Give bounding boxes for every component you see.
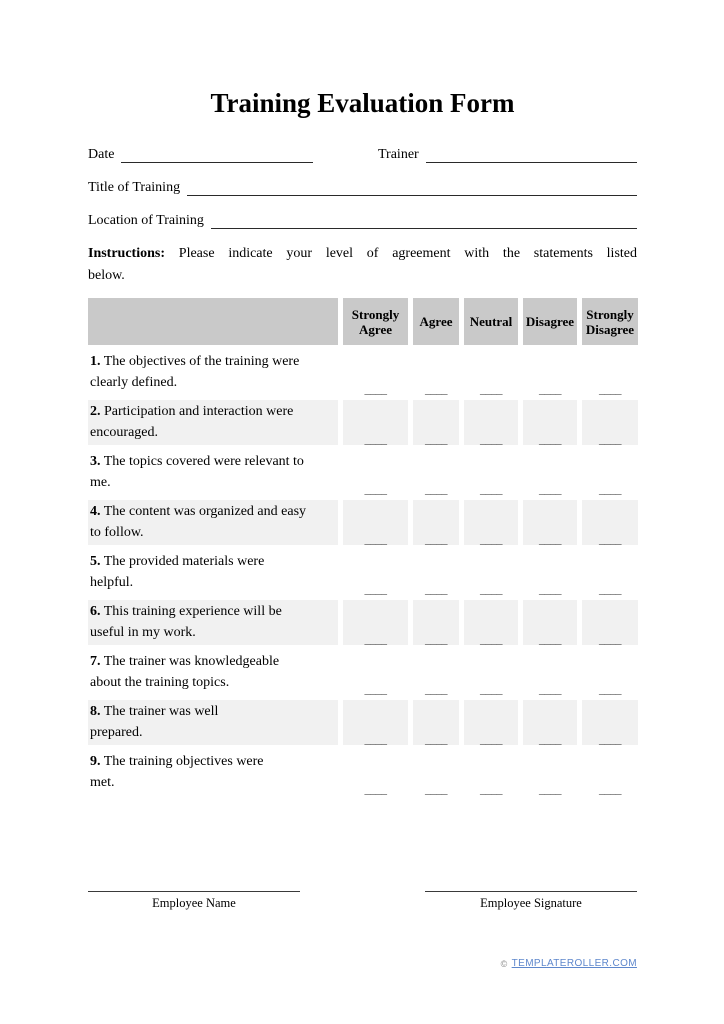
rating-cell[interactable] bbox=[464, 700, 518, 745]
rating-cell[interactable] bbox=[413, 500, 459, 545]
rating-cell[interactable] bbox=[343, 550, 408, 595]
statement-cell bbox=[88, 400, 338, 445]
answer-blank: ____ bbox=[425, 532, 447, 546]
rating-cell[interactable] bbox=[413, 600, 459, 645]
date-field bbox=[88, 143, 313, 163]
location-field bbox=[88, 209, 637, 229]
copyright-icon: © bbox=[500, 958, 508, 969]
answer-blank: ____ bbox=[539, 432, 561, 446]
statement-line2: encouraged. bbox=[90, 425, 159, 440]
rating-cell[interactable] bbox=[523, 550, 577, 595]
answer-blank: ____ bbox=[539, 732, 561, 746]
statement-line1: Participation and interaction were bbox=[104, 404, 294, 419]
answer-blank: ____ bbox=[364, 432, 387, 446]
trainer-label: Trainer bbox=[378, 147, 419, 162]
answer-blank: ____ bbox=[599, 382, 621, 396]
statement-line1: The trainer was well bbox=[103, 704, 219, 719]
statement-line1: The topics covered were relevant to bbox=[103, 454, 304, 469]
rating-cell[interactable] bbox=[582, 400, 638, 445]
answer-blank: ____ bbox=[425, 732, 447, 746]
rating-cell[interactable] bbox=[523, 400, 577, 445]
rating-cell[interactable] bbox=[582, 650, 638, 695]
date-label: Date bbox=[88, 147, 115, 162]
statement-cell bbox=[88, 450, 338, 495]
instructions-text: Please indicate your level of agreement with the statements listed bbox=[178, 246, 637, 261]
rating-cell[interactable] bbox=[343, 600, 408, 645]
rating-cell[interactable] bbox=[464, 350, 518, 395]
answer-blank: ____ bbox=[599, 432, 621, 446]
statement-line2: me. bbox=[90, 475, 111, 490]
employee-name-block bbox=[88, 891, 300, 911]
answer-blank: ____ bbox=[425, 382, 447, 396]
answer-blank: ____ bbox=[480, 732, 502, 746]
statement-cell bbox=[88, 600, 338, 645]
answer-blank: ____ bbox=[480, 582, 502, 596]
rating-cell[interactable] bbox=[582, 500, 638, 545]
rating-cell[interactable] bbox=[523, 600, 577, 645]
rating-cell[interactable] bbox=[413, 450, 459, 495]
signature-spacer bbox=[300, 891, 425, 911]
rating-cell[interactable] bbox=[413, 550, 459, 595]
statement-number: 8. bbox=[90, 704, 101, 719]
answer-blank: ____ bbox=[539, 582, 561, 596]
answer-blank: ____ bbox=[539, 532, 561, 546]
answer-blank: ____ bbox=[599, 682, 621, 696]
answer-blank: ____ bbox=[539, 482, 561, 496]
rating-cell[interactable] bbox=[464, 500, 518, 545]
rating-cell[interactable] bbox=[464, 550, 518, 595]
statement-cell bbox=[88, 650, 338, 695]
answer-blank: ____ bbox=[425, 582, 447, 596]
answer-blank: ____ bbox=[364, 732, 387, 746]
rating-cell[interactable] bbox=[413, 700, 459, 745]
rating-cell[interactable] bbox=[413, 750, 459, 795]
rating-cell[interactable] bbox=[523, 750, 577, 795]
training-title-blank-line[interactable] bbox=[187, 175, 637, 196]
answer-blank: ____ bbox=[425, 432, 447, 446]
statement-cell bbox=[88, 550, 338, 595]
column-header-agree: Agree bbox=[413, 298, 459, 345]
statement-number: 1. bbox=[90, 354, 101, 369]
employee-signature-block bbox=[425, 891, 637, 911]
employee-name-label: Employee Name bbox=[152, 896, 236, 910]
answer-blank: ____ bbox=[364, 382, 387, 396]
statement-line2: to follow. bbox=[90, 525, 144, 540]
answer-blank: ____ bbox=[364, 582, 387, 596]
statement-number: 7. bbox=[90, 654, 101, 669]
answer-blank: ____ bbox=[364, 482, 387, 496]
location-label: Location of Training bbox=[88, 213, 204, 228]
answer-blank: ____ bbox=[364, 632, 387, 646]
rating-cell[interactable] bbox=[343, 500, 408, 545]
statement-line1: The training objectives were bbox=[103, 754, 264, 769]
rating-cell[interactable] bbox=[464, 650, 518, 695]
field-gap bbox=[313, 143, 378, 163]
statement-cell bbox=[88, 350, 338, 395]
answer-blank: ____ bbox=[480, 532, 502, 546]
rating-cell[interactable] bbox=[343, 450, 408, 495]
templateroller-link[interactable]: TEMPLATEROLLER.COM bbox=[511, 958, 637, 969]
rating-table bbox=[88, 298, 637, 795]
employee-signature-label: Employee Signature bbox=[480, 896, 582, 910]
rating-cell[interactable] bbox=[582, 450, 638, 495]
signature-section bbox=[88, 891, 637, 911]
statement-line2: useful in my work. bbox=[90, 625, 196, 640]
answer-blank: ____ bbox=[599, 482, 621, 496]
statement-line2: met. bbox=[90, 775, 115, 790]
rating-cell[interactable] bbox=[413, 350, 459, 395]
instructions-line2: below. bbox=[88, 267, 125, 283]
rating-cell[interactable] bbox=[464, 400, 518, 445]
rating-cell[interactable] bbox=[464, 600, 518, 645]
statement-line2: helpful. bbox=[90, 575, 134, 590]
answer-blank: ____ bbox=[539, 382, 561, 396]
rating-cell[interactable] bbox=[523, 350, 577, 395]
statement-line1: The objectives of the training were bbox=[103, 354, 300, 369]
answer-blank: ____ bbox=[599, 582, 621, 596]
statement-number: 6. bbox=[90, 604, 101, 619]
rating-cell[interactable] bbox=[523, 650, 577, 695]
rating-cell[interactable] bbox=[523, 700, 577, 745]
answer-blank: ____ bbox=[599, 632, 621, 646]
date-trainer-row bbox=[88, 143, 637, 163]
statement-line2: prepared. bbox=[90, 725, 143, 740]
rating-cell[interactable] bbox=[343, 350, 408, 395]
column-header-disagree: Disagree bbox=[523, 298, 577, 345]
answer-blank: ____ bbox=[425, 632, 447, 646]
rating-cell[interactable] bbox=[523, 500, 577, 545]
statement-line2: clearly defined. bbox=[90, 375, 178, 390]
rating-cell[interactable] bbox=[582, 600, 638, 645]
answer-blank: ____ bbox=[539, 682, 561, 696]
statement-line1: The content was organized and easy bbox=[103, 504, 307, 519]
answer-blank: ____ bbox=[539, 632, 561, 646]
trainer-field bbox=[378, 143, 637, 163]
rating-cell[interactable] bbox=[582, 550, 638, 595]
rating-cell[interactable] bbox=[582, 750, 638, 795]
trainer-blank-line[interactable] bbox=[426, 142, 637, 163]
statement-line1: This training experience will be bbox=[103, 604, 282, 619]
rating-cell[interactable] bbox=[582, 350, 638, 395]
answer-blank: ____ bbox=[364, 782, 387, 796]
rating-cell[interactable] bbox=[464, 450, 518, 495]
column-header-strongly-agree: Strongly Agree bbox=[343, 298, 408, 345]
statement-line2: about the training topics. bbox=[90, 675, 230, 690]
instructions-label: Instructions: bbox=[88, 246, 166, 261]
statement-cell bbox=[88, 750, 338, 795]
employee-name-line[interactable] bbox=[88, 891, 300, 892]
statement-number: 4. bbox=[90, 504, 101, 519]
rating-cell[interactable] bbox=[523, 450, 577, 495]
location-blank-line[interactable] bbox=[211, 208, 637, 229]
header-empty-cell bbox=[88, 298, 338, 345]
statement-line1: The trainer was knowledgeable bbox=[103, 654, 280, 669]
statement-number: 2. bbox=[90, 404, 101, 419]
statement-number: 5. bbox=[90, 554, 101, 569]
training-title-field bbox=[88, 176, 637, 196]
rating-cell[interactable] bbox=[343, 650, 408, 695]
answer-blank: ____ bbox=[599, 732, 621, 746]
instructions-paragraph bbox=[88, 243, 637, 286]
answer-blank: ____ bbox=[539, 782, 561, 796]
rating-cell[interactable] bbox=[343, 400, 408, 445]
answer-blank: ____ bbox=[425, 682, 447, 696]
answer-blank: ____ bbox=[599, 782, 621, 796]
rating-cell[interactable] bbox=[343, 700, 408, 745]
answer-blank: ____ bbox=[480, 682, 502, 696]
training-title-label: Title of Training bbox=[88, 180, 181, 195]
statement-cell bbox=[88, 500, 338, 545]
rating-cell[interactable] bbox=[413, 400, 459, 445]
footer bbox=[501, 958, 637, 969]
statement-line1: The provided materials were bbox=[103, 554, 265, 569]
statement-cell bbox=[88, 700, 338, 745]
answer-blank: ____ bbox=[425, 782, 447, 796]
answer-blank: ____ bbox=[425, 482, 447, 496]
rating-cell[interactable] bbox=[343, 750, 408, 795]
rating-cell[interactable] bbox=[413, 650, 459, 695]
answer-blank: ____ bbox=[480, 382, 502, 396]
answer-blank: ____ bbox=[480, 632, 502, 646]
employee-signature-line[interactable] bbox=[425, 891, 637, 892]
column-header-strongly-disagree: Strongly Disagree bbox=[582, 298, 638, 345]
answer-blank: ____ bbox=[599, 532, 621, 546]
statement-number: 9. bbox=[90, 754, 101, 769]
answer-blank: ____ bbox=[480, 432, 502, 446]
answer-blank: ____ bbox=[364, 532, 387, 546]
instructions-line1 bbox=[88, 243, 637, 265]
answer-blank: ____ bbox=[364, 682, 387, 696]
page-title: Training Evaluation Form bbox=[210, 88, 515, 118]
column-header-neutral: Neutral bbox=[464, 298, 518, 345]
rating-cell[interactable] bbox=[464, 750, 518, 795]
answer-blank: ____ bbox=[480, 782, 502, 796]
date-blank-line[interactable] bbox=[121, 142, 313, 163]
rating-cell[interactable] bbox=[582, 700, 638, 745]
statement-number: 3. bbox=[90, 454, 101, 469]
answer-blank: ____ bbox=[480, 482, 502, 496]
